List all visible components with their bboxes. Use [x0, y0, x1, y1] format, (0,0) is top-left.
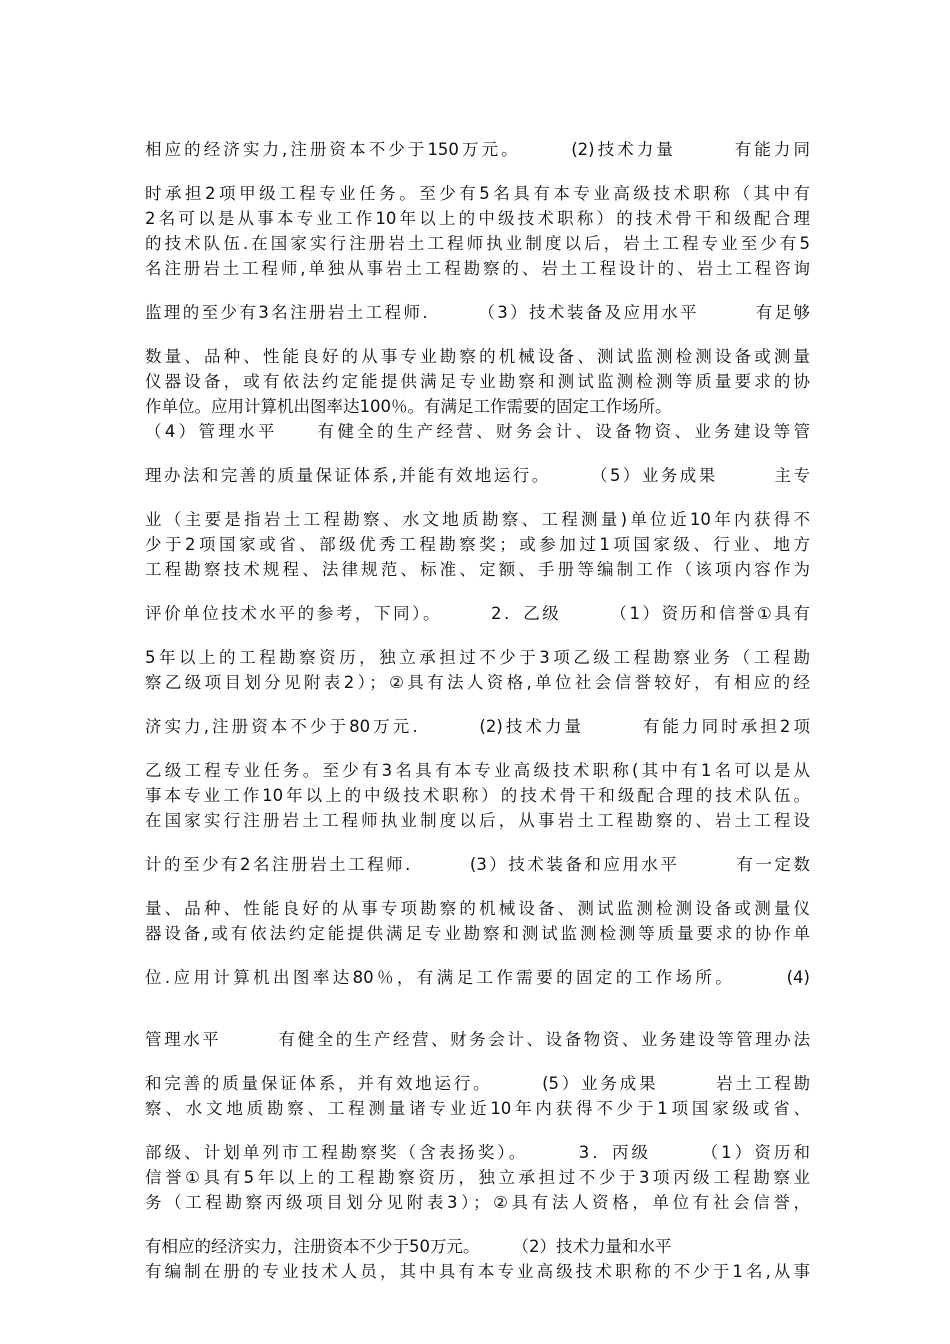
text-line: 名注册岩土工程师,单独从事岩土工程勘察的、岩土工程设计的、岩土工程咨询 [145, 259, 810, 278]
text-line: 时承担2项甲级工程专业任务。至少有5名具有本专业高级技术职称（其中有 [145, 184, 810, 203]
text-line: （4）管理水平 有健全的生产经营、财务会计、设备物资、业务建设等管 [145, 422, 810, 441]
text-line: 事本专业工作10年以上的中级技术职称）的技术骨干和级配合理的技术队伍。 [145, 786, 810, 805]
text-line: 济实力,注册资本不少于80万元. (2)技术力量 有能力同时承担2项 [145, 717, 810, 736]
text-line: 器设备,或有依法约定能提供满足专业勘察和测试监测检测等质量要求的协作单 [145, 924, 810, 943]
text-line: 在国家实行注册岩土工程师执业制度以后，从事岩土工程勘察的、岩土工程设 [145, 811, 810, 830]
text-line: 信誉①具有5年以上的工程勘察资历，独立承担过不少于3项丙级工程勘察业 [145, 1168, 810, 1187]
text-line: 理办法和完善的质量保证体系,并能有效地运行。 （5）业务成果 主专 [145, 466, 810, 485]
text-line: 部级、计划单列市工程勘察奖（含表扬奖）。 3．丙级 （1）资历和 [145, 1143, 810, 1162]
text-line: 2名可以是从事本专业工作10年以上的中级技术职称）的技术骨干和级配合理 [145, 209, 810, 228]
text-line: 量、品种、性能良好的从事专项勘察的机械设备、测试监测检测设备或测量仪 [145, 899, 810, 918]
text-line: 仪器设备，或有依法约定能提供满足专业勘察和测试监测检测等质量要求的协 [145, 372, 810, 391]
text-line: 和完善的质量保证体系，并有效地运行。 (5）业务成果 岩土工程勘 [145, 1074, 810, 1093]
text-line: 相应的经济实力,注册资本不少于150万元。 (2)技术力量 有能力同 [145, 140, 810, 159]
text-line: 有编制在册的专业技术人员，其中具有本专业高级技术职称的不少于1名,从事 [145, 1262, 810, 1281]
text-line: 察、水文地质勘察、工程测量诸专业近10年内获得不少于1项国家级或省、 [145, 1099, 810, 1118]
text-line: 察乙级项目划分见附表2）；②具有法人资格,单位社会信誉较好，有相应的经 [145, 673, 810, 692]
text-line: 务（工程勘察丙级项目划分见附表3）；②具有法人资格，单位有社会信誉， [145, 1193, 810, 1212]
text-line: 5年以上的工程勘察资历，独立承担过不少于3项乙级工程勘察业务（工程勘 [145, 648, 810, 667]
text-line: 位.应用计算机出图率达80％，有满足工作需要的固定的工作场所。 (4) [145, 968, 810, 987]
text-line: 计的至少有2名注册岩土工程师. (3）技术装备和应用水平 有一定数 [145, 855, 810, 874]
text-line: 作单位。应用计算机出图率达100％。有满足工作需要的固定工作场所。 [145, 397, 672, 416]
text-line: 数量、品种、性能良好的从事专业勘察的机械设备、测试监测检测设备或测量 [145, 347, 810, 366]
text-line: 有相应的经济实力，注册资本不少于50万元。 （2）技术力量和水平 [145, 1237, 672, 1256]
text-line: 少于2项国家或省、部级优秀工程勘察奖；或参加过1项国家级、行业、地方 [145, 535, 810, 554]
text-line: 业（主要是指岩土工程勘察、水文地质勘察、工程测量)单位近10年内获得不 [145, 510, 810, 529]
text-line: 管理水平 有健全的生产经营、财务会计、设备物资、业务建设等管理办法 [145, 1030, 810, 1049]
text-line: 乙级工程专业任务。至少有3名具有本专业高级技术职称(其中有1名可以是从 [145, 761, 810, 780]
text-line: 工程勘察技术规程、法律规范、标准、定额、手册等编制工作（该项内容作为 [145, 560, 810, 579]
text-line: 监理的至少有3名注册岩土工程师. （3）技术装备及应用水平 有足够 [145, 303, 810, 322]
text-line: 的技术队伍.在国家实行注册岩土工程师执业制度以后，岩土工程专业至少有5 [145, 234, 810, 253]
text-line: 评价单位技术水平的参考，下同）。 2．乙级 （1）资历和信誉①具有 [145, 604, 810, 623]
